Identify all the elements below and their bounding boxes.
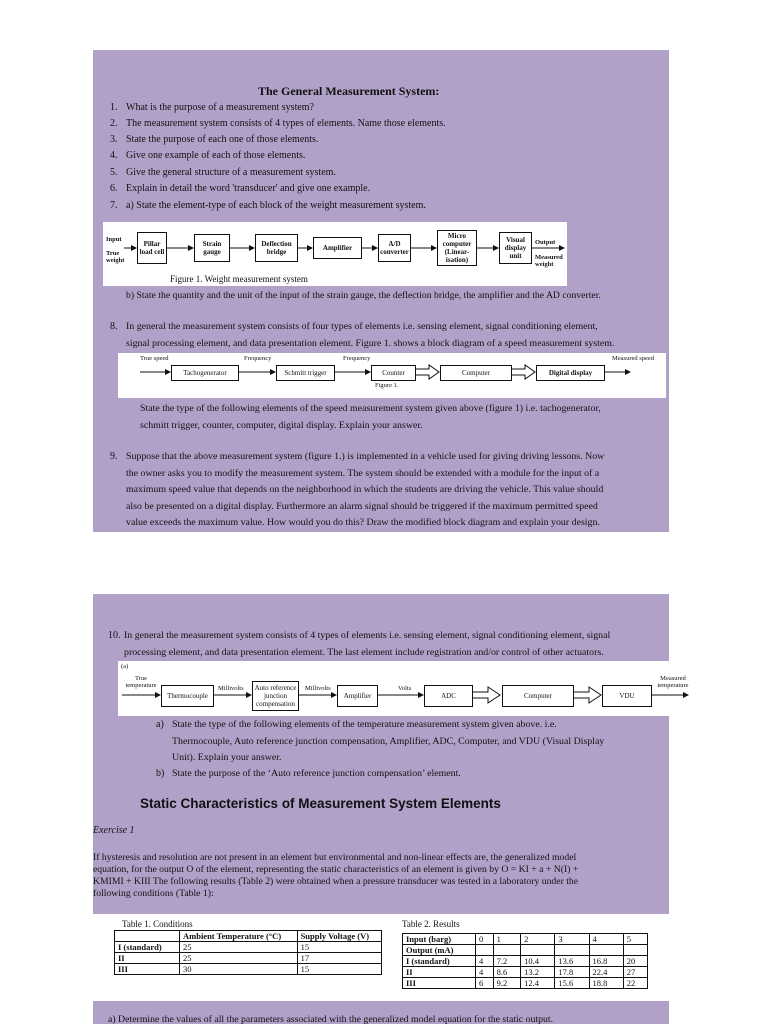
strain-gauge-block: Strain gauge	[194, 234, 230, 262]
exercise-paragraph-line: If hysteresis and resolution are not present in an element but environmental and non-linear effects are, the generalized model	[93, 852, 577, 863]
table-cell: I (standard)	[115, 942, 180, 953]
table-header-cell: Ambient Temperature (°C)	[180, 931, 298, 942]
table-cell: 4	[476, 967, 494, 978]
exercise-question-a: a) Determine the values of all the parameters associated with the generalized model equation for the static output.	[108, 1014, 554, 1025]
question-8-line: In general the measurement system consists of four types of elements i.e. sensing element, signal conditioning element,	[126, 321, 598, 332]
question-9-line: the owner asks you to modify the measurement system. The system should be extended with a module for the input of a	[126, 468, 600, 479]
table-cell	[589, 945, 623, 956]
table-cell	[115, 931, 180, 942]
table-cell: 13.6	[555, 956, 589, 967]
exercise-paragraph-line: equation, for the output O of the element, representing the static characteristics of an element is given by O = KI + a + N(I) +	[93, 864, 579, 875]
table-2-caption: Table 2. Results	[402, 919, 460, 929]
millivolts-label: Millivolts	[305, 685, 331, 692]
question-8-after: schmitt trigger, counter, computer, digital display. Explain your answer.	[140, 420, 423, 431]
measured-weight-label: Measured weight	[535, 254, 563, 268]
table-cell: 16.8	[589, 956, 623, 967]
deflection-bridge-block: Deflection bridge	[255, 234, 298, 262]
figure-caption: Figure 1. Weight measurement system	[170, 274, 308, 284]
section-title-general-measurement: The General Measurement System:	[258, 84, 440, 98]
measured-speed-label: Measured speed	[612, 355, 655, 362]
question-num: 3.	[110, 134, 118, 145]
visual-display-unit-block: Visual display unit	[499, 232, 532, 264]
table-cell: 25	[180, 942, 298, 953]
question-num: 6.	[110, 183, 118, 194]
table-row	[403, 967, 648, 978]
schmitt-trigger-block: Schmitt trigger	[276, 365, 335, 381]
table-cell: 6	[476, 978, 494, 989]
vdu-block: VDU	[602, 685, 652, 707]
frequency-label: Frequency	[343, 355, 371, 362]
question-10-line: processing element, and data presentation element. The last element include registration and/or control of other actuators.	[124, 647, 604, 658]
table-cell: III	[403, 978, 476, 989]
table-cell: 7.2	[493, 956, 521, 967]
table-header-cell: 1	[493, 934, 521, 945]
table-cell: 17	[297, 953, 381, 964]
counter-block: Counter	[371, 365, 416, 381]
table-cell: II	[403, 967, 476, 978]
table-cell: 10.4	[521, 956, 555, 967]
question-text: a) State the element-type of each block of the weight measurement system.	[126, 200, 426, 211]
exercise-label: Exercise 1	[93, 825, 135, 836]
table-cell: 22.4	[589, 967, 623, 978]
question-8-after: State the type of the following elements of the speed measurement system given above (figure 1) i.e. tachogenerator,	[140, 403, 601, 414]
question-10a-line: Thermocouple, Auto reference junction compensation, Amplifier, ADC, Computer, and VDU (Visual Display	[172, 736, 605, 747]
question-10a-tag: a)	[156, 719, 164, 730]
table-header-cell: Supply Voltage (V)	[297, 931, 381, 942]
table-cell	[555, 945, 589, 956]
table-header-cell: Input (barg)	[403, 934, 476, 945]
question-num: 10.	[108, 630, 121, 641]
digital-display-block: Digital display	[536, 365, 605, 381]
question-10a-line: State the type of the following elements of the temperature measurement system given above. i.e.	[172, 719, 557, 730]
question-text: Give the general structure of a measurement system.	[126, 167, 336, 178]
table-cell: 15.6	[555, 978, 589, 989]
weight-measurement-diagram	[103, 222, 567, 286]
amplifier-block: Amplifier	[337, 685, 378, 707]
question-num: 2.	[110, 118, 118, 129]
adc-block: ADC	[424, 685, 473, 707]
table-cell: 27	[623, 967, 647, 978]
table-header-cell: 3	[555, 934, 589, 945]
table-cell	[493, 945, 521, 956]
table-cell: 20	[623, 956, 647, 967]
table-cell: 15	[297, 942, 381, 953]
question-10b-text: State the purpose of the ‘Auto reference junction compensation’ element.	[172, 768, 461, 779]
question-10a-line: Unit). Explain your answer.	[172, 752, 282, 763]
table-cell: 9.2	[493, 978, 521, 989]
table-header-cell: 4	[589, 934, 623, 945]
table-cell: II	[115, 953, 180, 964]
question-num: 5.	[110, 167, 118, 178]
question-num: 4.	[110, 150, 118, 161]
figure-caption: Figure 1.	[375, 382, 399, 389]
output-label: Output	[535, 239, 556, 246]
section-title-static-characteristics: Static Characteristics of Measurement System Elements	[140, 796, 501, 811]
table-cell: 30	[180, 964, 298, 975]
question-text: Give one example of each of those elements.	[126, 150, 306, 161]
true-weight-label: True weight	[106, 250, 125, 264]
figure-tag: (a)	[121, 663, 129, 670]
table-cell	[521, 945, 555, 956]
table-header-row	[115, 931, 382, 942]
thermocouple-block: Thermocouple	[161, 685, 214, 707]
table-cell: 25	[180, 953, 298, 964]
table-cell: I (standard)	[403, 956, 476, 967]
table-cell	[623, 945, 647, 956]
input-label: Input	[106, 236, 122, 243]
table-row	[403, 978, 648, 989]
auto-reference-junction-block: Auto reference junction compensation	[252, 681, 299, 711]
table-header-cell: 0	[476, 934, 494, 945]
table-cell: 22	[623, 978, 647, 989]
exercise-paragraph-line: following conditions (Table 1):	[93, 888, 214, 899]
table-cell	[476, 945, 494, 956]
results-table	[402, 933, 648, 989]
frequency-label: Frequency	[244, 355, 272, 362]
amplifier-block: Amplifier	[313, 237, 362, 259]
table-header-row	[403, 945, 648, 956]
table-cell: 12.4	[521, 978, 555, 989]
question-10-line: In general the measurement system consists of 4 types of elements i.e. sensing element, signal conditioning element, signal	[124, 630, 611, 641]
ad-converter-block: A/D converter	[378, 234, 411, 262]
question-7b: b) State the quantity and the unit of the input of the strain gauge, the deflection bridge, the amplifier and the AD converter.	[126, 290, 601, 301]
table-cell: 17.8	[555, 967, 589, 978]
true-speed-label: True speed	[140, 355, 169, 362]
question-text: What is the purpose of a measurement system?	[126, 102, 314, 113]
table-header-row	[403, 934, 648, 945]
measured-temperature-label: Measured temperature	[657, 675, 689, 689]
table-header-cell: 5	[623, 934, 647, 945]
tachogenerator-block: Tachogenerator	[171, 365, 239, 381]
table-row	[115, 964, 382, 975]
conditions-table	[114, 930, 382, 975]
question-num: 9.	[110, 451, 118, 462]
table-cell: 18.8	[589, 978, 623, 989]
volts-label: Volts	[398, 685, 412, 692]
question-9-line: Suppose that the above measurement system (figure 1.) is implemented in a vehicle used for giving driving lessons. Now	[126, 451, 605, 462]
table-cell: 15	[297, 964, 381, 975]
table-1-caption: Table 1. Conditions	[122, 919, 193, 929]
question-10b-tag: b)	[156, 768, 165, 779]
table-row	[115, 942, 382, 953]
question-num: 8.	[110, 321, 118, 332]
micro-computer-block: Micro computer (Linear-isation)	[437, 230, 477, 266]
question-9-line: value exceeds the maximum value. How would you do this? Draw the modified block diagram and explain your design.	[126, 517, 600, 528]
question-num: 1.	[110, 102, 118, 113]
exercise-paragraph-line: KMIMI + KIII The following results (Table 2) were obtained when a pressure transducer was tested in a laboratory under the	[93, 876, 579, 887]
true-temperature-label: True temperature	[125, 675, 157, 689]
computer-block: Computer	[502, 685, 574, 707]
table-row	[115, 953, 382, 964]
question-text: State the purpose of each one of those elements.	[126, 134, 319, 145]
millivolts-label: Millivolts	[218, 685, 244, 692]
table-row	[403, 956, 648, 967]
question-num: 7.	[110, 200, 118, 211]
question-9-line: also be presented on a digital display. Furthermore an alarm signal should be triggered if the maximum permitted speed	[126, 501, 598, 512]
question-text: The measurement system consists of 4 types of elements. Name those elements.	[126, 118, 446, 129]
speed-measurement-diagram	[118, 353, 666, 398]
table-header-cell: Output (mA)	[403, 945, 476, 956]
question-8-line: signal processing element, and data presentation element. Figure 1. shows a block diagram of a speed measurement system.	[126, 338, 615, 349]
table-cell: 8.6	[493, 967, 521, 978]
computer-block: Computer	[440, 365, 512, 381]
table-cell: 4	[476, 956, 494, 967]
question-9-line: maximum speed value that depends on the neighborhood in which the students are driving the vehicle. This value should	[126, 484, 604, 495]
temperature-measurement-diagram	[118, 661, 692, 716]
table-cell: 13.2	[521, 967, 555, 978]
table-header-cell: 2	[521, 934, 555, 945]
table-cell: III	[115, 964, 180, 975]
pillar-load-cell-block: Pillar load cell	[137, 232, 167, 264]
question-text: Explain in detail the word 'transducer' and give one example.	[126, 183, 371, 194]
